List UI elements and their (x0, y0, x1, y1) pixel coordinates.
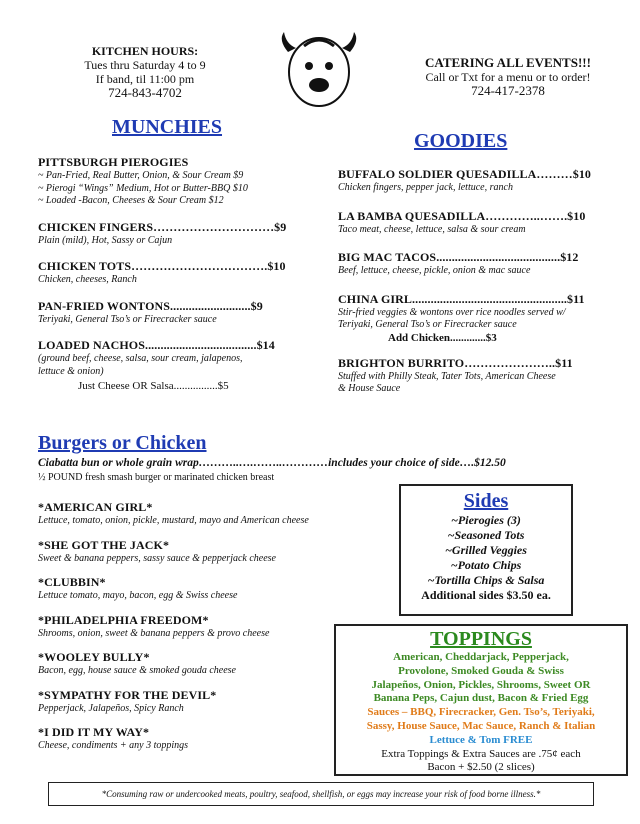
nachos-extra: Just Cheese OR Salsa................$5 (78, 380, 229, 392)
item-name: LOADED NACHOS....................................$14 (38, 338, 275, 352)
item-desc: Plain (mild), Hot, Sassy or Cajun (38, 234, 173, 246)
item-desc: Pepperjack, Jalapeños, Spicy Ranch (38, 702, 184, 714)
toppings-green-line: Jalapeños, Onion, Pickles, Shrooms, Sweet OR (371, 678, 591, 691)
add-chicken: Add Chicken.............$3 (388, 331, 497, 344)
item-name: *PHILADELPHIA FREEDOM* (38, 612, 209, 627)
toppings-extra-line: Extra Toppings & Extra Sauces are .75¢ each (381, 747, 581, 760)
item-desc: Lettuce tomato, mayo, bacon, egg & Swiss cheese (38, 590, 238, 601)
menu-item (38, 338, 323, 392)
item-desc: Teriyaki, General Tso’s or Firecracker sauce (338, 319, 517, 330)
item-name: LA BAMBA QUESADILLA…………..…….$10 (338, 208, 586, 223)
item-desc: Beef, lettuce, cheese, pickle, onion & mac sauce (338, 265, 531, 276)
toppings-sauce-line: Sassy, House Sauce, Mac Sauce, Ranch & Italian (366, 719, 596, 732)
menu-item (38, 725, 368, 753)
toppings-bacon-line: Bacon + $2.50 (2 slices) (427, 761, 535, 774)
bull-logo-icon (274, 30, 364, 110)
kitchen-phone: 724-843-4702 (108, 85, 182, 100)
menu-item (38, 220, 323, 248)
item-name: PAN-FRIED WONTONS..........................$9 (38, 298, 263, 313)
kitchen-hours-line2: If band, til 11:00 pm (95, 72, 195, 86)
item-name: *AMERICAN GIRL* (38, 500, 153, 514)
kitchen-hours-line1: Tues thru Saturday 4 to 9 (84, 58, 206, 72)
food-safety-disclaimer: *Consuming raw or undercooked meats, poultry, seafood, shellfish, or eggs may increase your risk of food borne illness.* (48, 782, 594, 806)
menu-item (38, 688, 368, 716)
item-desc: Stuffed with Philly Steak, Tater Tots, American Cheese (338, 370, 556, 382)
burgers-subtitle: Ciabatta bun or whole grain wrap………..….……..…………includes your choice of side….$12.50 (38, 457, 506, 469)
sides-box (399, 484, 573, 616)
kitchen-hours-title: KITCHEN HOURS: (91, 44, 199, 58)
sides-heading: Sides (463, 490, 509, 512)
menu-item (38, 259, 323, 287)
burgers-heading: Burgers or Chicken (38, 432, 207, 454)
item-desc: Stir-fried veggies & wontons over rice noodles served w/ (338, 306, 566, 318)
goodies-heading: GOODIES (414, 130, 508, 152)
toppings-box (334, 624, 628, 776)
toppings-green-line: Banana Peps, Cajun dust, Bacon & Fried Egg (373, 692, 589, 705)
item-name: CHINA GIRL..................................................$11 (338, 291, 585, 306)
item-name: *CLUBBIN* (38, 575, 106, 589)
catering-line1: Call or Txt for a menu or to order! (425, 70, 591, 84)
item-desc: ~ Loaded -Bacon, Cheeses & Sour Cream $12 (38, 195, 224, 206)
side-item: ~Potato Chips (450, 558, 522, 572)
toppings-green-line: American, Cheddarjack, Pepperjack, (393, 651, 569, 663)
goodies-list (338, 167, 628, 396)
item-desc: Chicken, cheeses, Ranch (38, 274, 137, 285)
menu-item (38, 500, 368, 528)
item-desc: ~ Pierogi “Wings” Medium, Hot or Butter-BBQ $10 (38, 182, 248, 194)
menu-item (38, 575, 368, 603)
menu-item (38, 299, 323, 327)
menu-item (38, 155, 323, 208)
toppings-free-line: Lettuce & Tom FREE (429, 733, 533, 746)
item-desc: Shrooms, onion, sweet & banana peppers & provo cheese (38, 627, 270, 639)
item-desc: Chicken fingers, pepper jack, lettuce, ranch (338, 182, 513, 193)
item-desc: Sweet & banana peppers, sassy sauce & pepperjack cheese (38, 552, 276, 564)
burgers-list (38, 500, 368, 753)
menu-item (338, 292, 628, 344)
side-item: ~Tortilla Chips & Salsa (427, 573, 545, 587)
menu-item (338, 209, 628, 237)
kitchen-hours-block (60, 44, 230, 100)
item-name: BRIGHTON BURRITO…………………..$11 (338, 355, 573, 370)
side-item: ~Seasoned Tots (447, 528, 525, 542)
menu-item (338, 250, 628, 278)
side-item: ~Pierogies (3) (451, 513, 521, 527)
item-desc: & House Sauce (338, 383, 401, 394)
item-name: *SHE GOT THE JACK* (38, 537, 170, 552)
catering-phone: 724-417-2378 (471, 83, 545, 98)
burgers-note: ½ POUND fresh smash burger or marinated chicken breast (38, 472, 275, 483)
menu-item (338, 356, 628, 396)
item-name: *I DID IT MY WAY* (38, 725, 150, 739)
item-desc: Teriyaki, General Tso’s or Firecracker sauce (38, 313, 217, 325)
item-desc: Cheese, condiments + any 3 toppings (38, 740, 189, 751)
item-name: BIG MAC TACOS........................................$12 (338, 250, 579, 264)
item-desc: lettuce & onion) (38, 365, 104, 377)
item-desc: Bacon, egg, house sauce & smoked gouda cheese (38, 665, 236, 676)
catering-title: CATERING ALL EVENTS!!! (425, 55, 591, 70)
item-desc: Taco meat, cheese, lettuce, salsa & sour cream (338, 223, 526, 235)
menu-item (38, 538, 368, 566)
item-desc: Lettuce, tomato, onion, pickle, mustard, mayo and American cheese (38, 515, 309, 526)
munchies-heading: MUNCHIES (112, 116, 223, 138)
sides-additional: Additional sides $3.50 ea. (421, 588, 551, 602)
item-name: *SYMPATHY FOR THE DEVIL* (38, 687, 217, 702)
catering-block (396, 56, 620, 98)
menu-item (38, 613, 368, 641)
item-desc: ~ Pan-Fried, Real Butter, Onion, & Sour Cream $9 (38, 170, 244, 181)
toppings-sauce-line: Sauces – BBQ, Firecracker, Gen. Tso’s, Teriyaki, (367, 706, 595, 719)
item-name: BUFFALO SOLDIER QUESADILLA………$10 (338, 167, 592, 181)
item-desc: (ground beef, cheese, salsa, sour cream, jalapenos, (38, 353, 243, 364)
item-name: *WOOLEY BULLY* (38, 650, 150, 664)
side-item: ~Grilled Veggies (445, 543, 527, 557)
wooley-bullys-logo (274, 30, 364, 110)
item-name: PITTSBURGH PIEROGIES (38, 155, 189, 169)
toppings-green-line: Provolone, Smoked Gouda & Swiss (398, 664, 564, 677)
munchies-list (38, 155, 323, 392)
item-name: CHICKEN FINGERS…………………………$9 (38, 219, 287, 234)
toppings-heading: TOPPINGS (430, 628, 532, 650)
item-name: CHICKEN TOTS…………………………….$10 (38, 259, 286, 273)
menu-item (38, 650, 368, 678)
menu-item (338, 167, 628, 195)
